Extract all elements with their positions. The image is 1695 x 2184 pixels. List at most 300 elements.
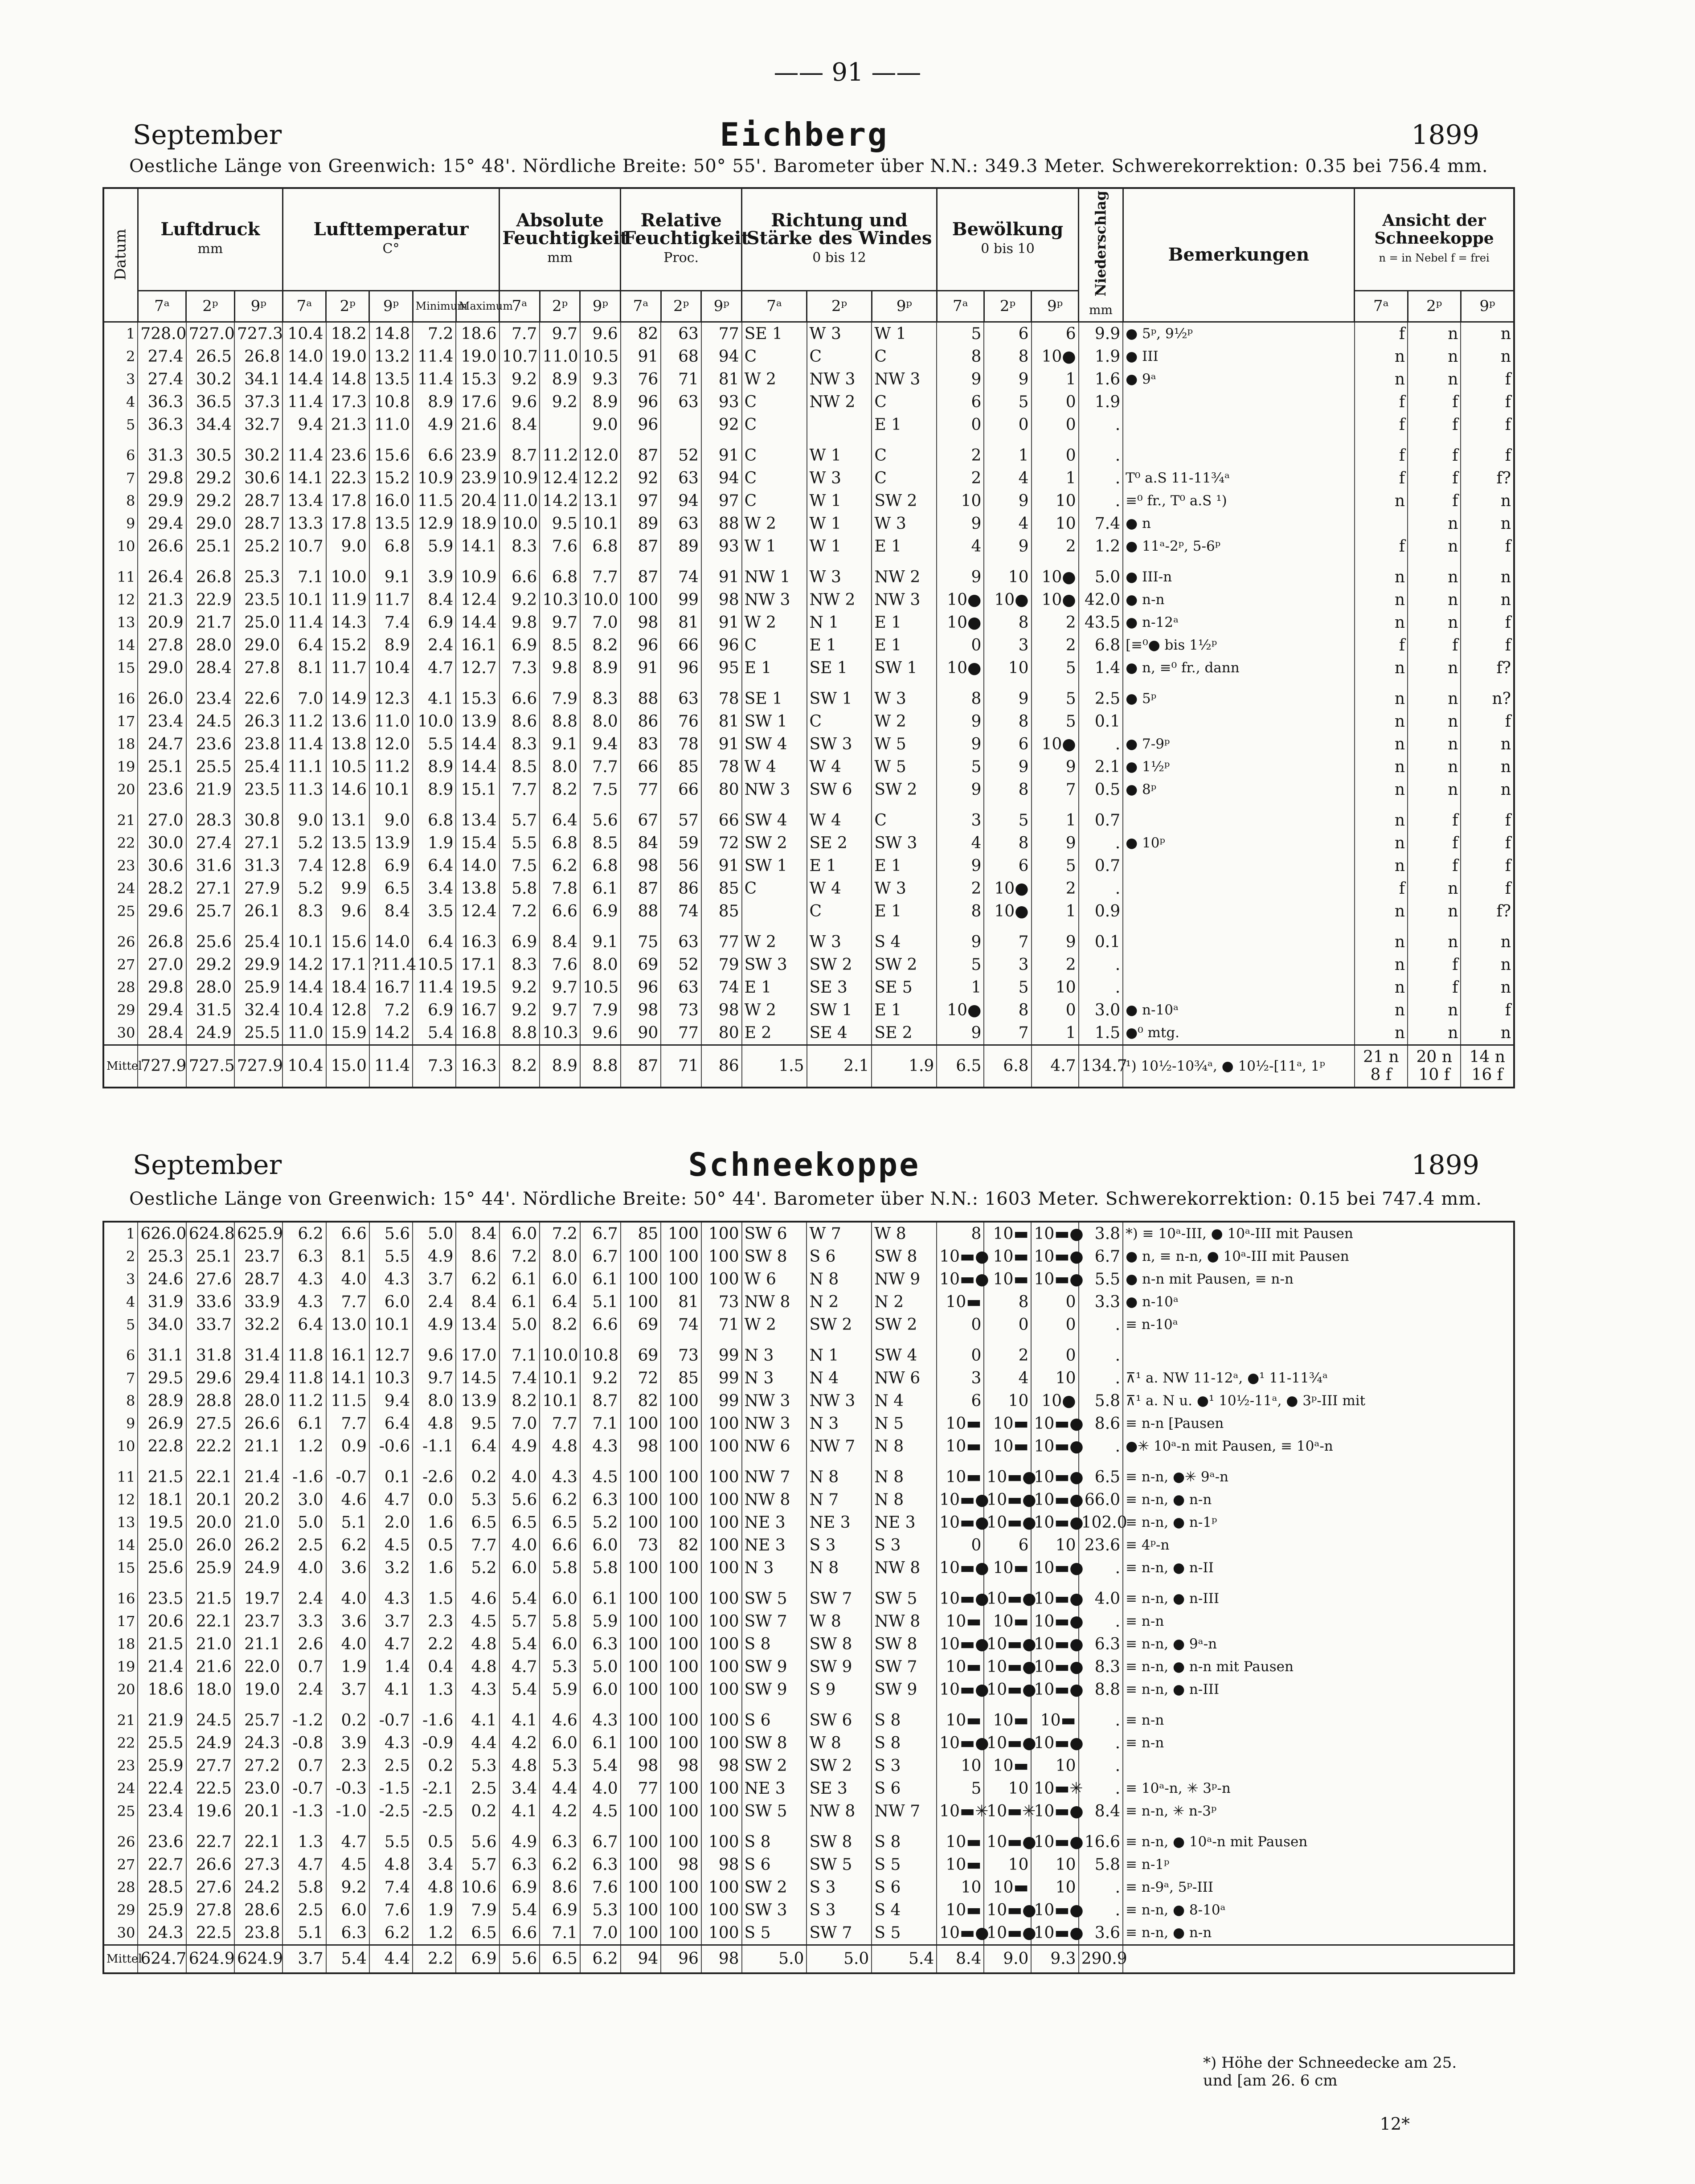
cell: 22.5 xyxy=(186,1922,234,1945)
cell: 100 xyxy=(621,1489,661,1511)
cell: f? xyxy=(1461,900,1514,923)
cell: f xyxy=(1408,436,1461,467)
cell: 10 xyxy=(1032,976,1079,999)
cell: NW 2 xyxy=(807,391,872,413)
cell: 2 xyxy=(1032,953,1079,976)
cell: f xyxy=(1408,832,1461,855)
cell: 4.0 xyxy=(326,1579,369,1610)
cell: 100 xyxy=(621,1291,661,1313)
cell: 17.8 xyxy=(326,490,369,512)
cell: 66 xyxy=(661,634,701,657)
cell: 0 xyxy=(1032,436,1079,467)
cell: E 1 xyxy=(742,657,807,679)
cell: 5 xyxy=(937,322,984,345)
cell: 21.4 xyxy=(234,1458,282,1489)
schneekoppe-year: 1899 xyxy=(1411,1149,1479,1181)
cell: 11.1 xyxy=(282,756,326,778)
cell: f xyxy=(1408,953,1461,976)
cell: n xyxy=(1355,710,1408,733)
cell: 29.9 xyxy=(138,490,186,512)
cell: 6.6 xyxy=(499,558,540,589)
cell: 28.5 xyxy=(138,1876,186,1899)
cell: 10 xyxy=(984,1390,1031,1412)
cell: 10.4 xyxy=(369,657,413,679)
cell: 4.9 xyxy=(413,1313,456,1336)
cell: 10 xyxy=(1031,1367,1078,1390)
mittel-cell: 624.9 xyxy=(234,1945,282,1974)
cell: 6.2 xyxy=(540,855,580,877)
cell xyxy=(1355,512,1408,535)
cell: 18.1 xyxy=(138,1489,186,1511)
cell: 27.2 xyxy=(234,1755,282,1777)
cell: SW 8 xyxy=(872,1633,937,1656)
cell: 16.6 xyxy=(1079,1823,1123,1853)
cell: 25.3 xyxy=(138,1245,186,1268)
cell: 10 xyxy=(117,537,135,555)
luftdruck-header: Luftdruck mm xyxy=(138,188,282,290)
cell: 14.8 xyxy=(369,322,413,345)
cell: 30.2 xyxy=(234,436,282,467)
cell: 85 xyxy=(661,756,701,778)
cell: 25.5 xyxy=(138,1732,186,1755)
cell: 7.6 xyxy=(580,1876,621,1899)
cell: -0.6 xyxy=(369,1435,413,1458)
cell: 10.1 xyxy=(369,1313,413,1336)
cell: 100 xyxy=(701,1245,742,1268)
cell: SW 4 xyxy=(872,1336,937,1367)
mittel-cell: 624.9 xyxy=(186,1945,234,1974)
cell: 10.5 xyxy=(413,953,456,976)
cell: 5.5 xyxy=(369,1823,413,1853)
cell: n? xyxy=(1461,679,1514,710)
cell: 5.8 xyxy=(499,877,540,900)
cell: 26.6 xyxy=(234,1412,282,1435)
cell: SE 5 xyxy=(872,976,937,999)
cell: 9.4 xyxy=(369,1390,413,1412)
cell: ≡ n-n, ● 10ᵃ-n mit Pausen xyxy=(1123,1823,1514,1853)
schneekoppe-header xyxy=(129,1146,1479,1185)
cell: 81 xyxy=(661,1291,701,1313)
table-row xyxy=(103,1899,1514,1922)
cell: SW 7 xyxy=(807,1922,872,1945)
cell: E 1 xyxy=(872,413,937,436)
cell: 23.7 xyxy=(234,1610,282,1633)
cell: . xyxy=(1079,1899,1123,1922)
cell: 5.5 xyxy=(369,1245,413,1268)
table-row xyxy=(103,611,1514,634)
cell: 12.8 xyxy=(326,999,369,1022)
cell: 82 xyxy=(621,1390,661,1412)
cell: SW 5 xyxy=(742,1579,807,1610)
cell: 22.2 xyxy=(186,1435,234,1458)
cell: 8 xyxy=(984,778,1031,801)
table-row xyxy=(103,1610,1514,1633)
cell: ≡ n-n, ● n-1ᵖ xyxy=(1123,1511,1514,1534)
cell: 4.1 xyxy=(413,679,456,710)
cell: 9 xyxy=(937,368,984,391)
cell: 56 xyxy=(661,855,701,877)
cell: n xyxy=(1355,976,1408,999)
cell: 18.9 xyxy=(456,512,499,535)
cell: 100 xyxy=(661,1876,701,1899)
cell: SW 3 xyxy=(742,953,807,976)
cell: 7.1 xyxy=(580,1412,621,1435)
cell: 25.3 xyxy=(234,558,282,589)
table-row xyxy=(103,1701,1514,1732)
cell: 8 xyxy=(937,679,984,710)
table-row xyxy=(103,1412,1514,1435)
table-row xyxy=(103,999,1514,1022)
cell: 8 xyxy=(984,710,1031,733)
mittel-cell: 8.8 xyxy=(580,1045,621,1088)
cell: 28.6 xyxy=(234,1899,282,1922)
cell: 12.9 xyxy=(413,512,456,535)
cell: 9.4 xyxy=(580,733,621,756)
cell: 20 xyxy=(117,781,135,798)
table-row xyxy=(103,801,1514,832)
cell: 5 xyxy=(984,391,1031,413)
cell: 13.6 xyxy=(326,710,369,733)
cell: 10 xyxy=(1031,1534,1078,1557)
cell: 24 xyxy=(117,879,135,897)
cell: 77 xyxy=(661,1022,701,1045)
cell: 6.0 xyxy=(540,1579,580,1610)
cell: SW 3 xyxy=(872,832,937,855)
cell: NW 8 xyxy=(872,1610,937,1633)
cell: 11.2 xyxy=(282,1390,326,1412)
cell: 4.3 xyxy=(282,1291,326,1313)
cell: 26.4 xyxy=(138,558,186,589)
cell: 10▬ xyxy=(984,1610,1031,1633)
table-row xyxy=(103,877,1514,900)
cell: N 3 xyxy=(742,1367,807,1390)
cell: 3.7 xyxy=(369,1610,413,1633)
mittel-cell: 5.0 xyxy=(742,1945,807,1974)
cell: 10.1 xyxy=(282,923,326,953)
cell: 2.4 xyxy=(282,1579,326,1610)
cell: f xyxy=(1355,413,1408,436)
cell: 8.3 xyxy=(499,733,540,756)
cell: 100 xyxy=(621,1876,661,1899)
cell: 91 xyxy=(701,436,742,467)
cell: 6.8 xyxy=(369,535,413,558)
cell: 5 xyxy=(937,756,984,778)
cell: 22.9 xyxy=(186,589,234,611)
cell: f xyxy=(1355,535,1408,558)
cell: 8.4 xyxy=(499,413,540,436)
cell: 69 xyxy=(621,1336,661,1367)
cell: 24.3 xyxy=(234,1732,282,1755)
cell: 100 xyxy=(661,1435,701,1458)
cell: 10 xyxy=(937,1876,984,1899)
cell: 27.5 xyxy=(186,1412,234,1435)
cell: 6.8 xyxy=(580,535,621,558)
cell: SW 1 xyxy=(872,657,937,679)
table-row xyxy=(103,1511,1514,1534)
cell: 92 xyxy=(701,413,742,436)
cell: n xyxy=(1355,778,1408,801)
cell: f xyxy=(1408,976,1461,999)
cell: ≡ n-n, ● n-n xyxy=(1123,1922,1514,1945)
cell: 6 xyxy=(984,855,1031,877)
cell: 8.8 xyxy=(540,710,580,733)
cell: 5.8 xyxy=(540,1557,580,1579)
cell: 91 xyxy=(701,855,742,877)
cell: 100 xyxy=(661,1245,701,1268)
cell: 22.1 xyxy=(234,1823,282,1853)
cell: 0 xyxy=(984,413,1031,436)
cell: 5.5 xyxy=(1079,1268,1123,1291)
cell: 100 xyxy=(621,1245,661,1268)
cell: 28.9 xyxy=(138,1390,186,1412)
cell: 100 xyxy=(701,1579,742,1610)
cell: 3.4 xyxy=(413,877,456,900)
cell: 85 xyxy=(701,877,742,900)
cell: NW 8 xyxy=(807,1800,872,1823)
cell: SW 5 xyxy=(807,1853,872,1876)
cell: 100 xyxy=(621,1823,661,1853)
cell: 15.9 xyxy=(326,1022,369,1045)
cell: 10▬● xyxy=(984,1678,1031,1701)
cell: 88 xyxy=(701,512,742,535)
cell: 23.9 xyxy=(456,467,499,490)
cell: 1 xyxy=(1032,467,1079,490)
cell: 0 xyxy=(937,1313,984,1336)
eichberg-info: Oestliche Länge von Greenwich: 15° 48'. Nördliche Breite: 50° 55'. Barometer über N.N.: 349.3 Meter. Schwerekorrektion: 0.35 bei 756.4 mm. xyxy=(129,156,1488,176)
cell: 19.0 xyxy=(456,345,499,368)
cell: 29.4 xyxy=(138,512,186,535)
cell: . xyxy=(1079,1367,1123,1390)
cell: 16.0 xyxy=(369,490,413,512)
cell: 6.2 xyxy=(540,1489,580,1511)
cell: 10.4 xyxy=(282,999,326,1022)
cell: 8.0 xyxy=(580,953,621,976)
cell: ● 11ᵃ-2ᵖ, 5-6ᵖ xyxy=(1123,535,1355,558)
cell: 11.4 xyxy=(413,976,456,999)
page-number: —— 91 —— xyxy=(774,58,921,87)
cell: 10.3 xyxy=(540,589,580,611)
cell: 5.1 xyxy=(580,1291,621,1313)
cell: n xyxy=(1355,923,1408,953)
cell: f xyxy=(1408,634,1461,657)
cell: 5.8 xyxy=(1079,1853,1123,1876)
cell: 10.8 xyxy=(580,1336,621,1367)
cell: 24.9 xyxy=(186,1732,234,1755)
cell: 6.2 xyxy=(456,1268,499,1291)
cell: 10▬ xyxy=(937,1291,984,1313)
cell: 29.2 xyxy=(186,490,234,512)
eichberg-rows xyxy=(103,322,1514,1088)
cell: 29.9 xyxy=(234,953,282,976)
cell: 10▬● xyxy=(1031,1732,1078,1755)
cell: 4.2 xyxy=(499,1732,540,1755)
cell: n xyxy=(1355,855,1408,877)
cell: E 1 xyxy=(872,999,937,1022)
cell: E 1 xyxy=(872,535,937,558)
cell: 2.5 xyxy=(1079,679,1123,710)
cell: ● n, ≡⁰ fr., dann xyxy=(1123,657,1355,679)
cell: 100 xyxy=(701,1633,742,1656)
cell: W 2 xyxy=(742,512,807,535)
cell: SE 1 xyxy=(742,679,807,710)
table-row xyxy=(103,657,1514,679)
eichberg-table xyxy=(102,187,1515,1088)
cell: W 2 xyxy=(742,923,807,953)
cell: 6.9 xyxy=(499,634,540,657)
cell: 25 xyxy=(117,902,135,920)
cell: 18.2 xyxy=(326,322,369,345)
cell: 7.2 xyxy=(499,1245,540,1268)
cell: NW 6 xyxy=(742,1435,807,1458)
cell: 10▬● xyxy=(984,1489,1031,1511)
cell: . xyxy=(1079,436,1123,467)
cell: 28 xyxy=(117,978,135,996)
cell: N 3 xyxy=(807,1412,872,1435)
cell: 5.9 xyxy=(413,535,456,558)
cell: 5.2 xyxy=(580,1511,621,1534)
cell: 93 xyxy=(701,391,742,413)
cell: 27.4 xyxy=(138,345,186,368)
cell: 13 xyxy=(117,613,135,631)
cell: n xyxy=(1355,999,1408,1022)
cell: SW 9 xyxy=(807,1656,872,1678)
cell: 78 xyxy=(701,756,742,778)
cell: 11.2 xyxy=(369,756,413,778)
cell: 10● xyxy=(937,589,984,611)
cell: 99 xyxy=(661,589,701,611)
schneekoppe-station: Schneekoppe xyxy=(688,1146,921,1183)
cell: 9 xyxy=(984,756,1031,778)
cell: 3 xyxy=(126,1271,135,1288)
cell: 4 xyxy=(984,467,1031,490)
cell: 14.2 xyxy=(282,953,326,976)
cell: 11.2 xyxy=(282,710,326,733)
cell: ≡ n-n, ● 9ᵃ-n xyxy=(1123,1633,1514,1656)
table-row xyxy=(103,923,1514,953)
cell: 76 xyxy=(661,710,701,733)
cell: 728.0 xyxy=(138,322,186,345)
table-row xyxy=(103,1823,1514,1853)
cell: SE 2 xyxy=(872,1022,937,1045)
cell: 8.4 xyxy=(413,589,456,611)
cell: 31.9 xyxy=(138,1291,186,1313)
cell: f xyxy=(1461,855,1514,877)
cell: 8.7 xyxy=(580,1390,621,1412)
cell: C xyxy=(742,877,807,900)
cell: 1 xyxy=(984,436,1031,467)
cell: SW 1 xyxy=(742,710,807,733)
cell: W 1 xyxy=(807,490,872,512)
cell: 5 xyxy=(126,416,135,433)
cell: 16.7 xyxy=(369,976,413,999)
table-row xyxy=(103,512,1514,535)
cell: SW 2 xyxy=(807,1313,872,1336)
cell: n xyxy=(1408,512,1461,535)
cell: 26.6 xyxy=(138,535,186,558)
cell: ≡ n-9ᵃ, 5ᵖ-III xyxy=(1123,1876,1514,1899)
cell: 10.1 xyxy=(540,1390,580,1412)
cell: ● 5ᵖ, 9½ᵖ xyxy=(1123,322,1355,345)
cell: 10▬● xyxy=(1031,1412,1078,1435)
table-row xyxy=(103,490,1514,512)
cell: 100 xyxy=(661,1678,701,1701)
cell: 9.6 xyxy=(580,322,621,345)
cell: E 2 xyxy=(742,1022,807,1045)
cell: SE 2 xyxy=(807,832,872,855)
cell: 8.3 xyxy=(499,535,540,558)
cell: 3.4 xyxy=(499,1777,540,1800)
cell: 3.9 xyxy=(326,1732,369,1755)
table-row xyxy=(103,634,1514,657)
cell: 14.8 xyxy=(326,368,369,391)
cell: 1 xyxy=(1032,801,1079,832)
cell: 9.7 xyxy=(540,322,580,345)
cell: 5 xyxy=(126,1316,135,1333)
cell: 7.9 xyxy=(540,679,580,710)
cell: -0.3 xyxy=(326,1777,369,1800)
cell: 84 xyxy=(621,832,661,855)
cell: W 1 xyxy=(807,512,872,535)
cell: 17.0 xyxy=(456,1336,499,1367)
cell: n xyxy=(1355,558,1408,589)
cell: 4.8 xyxy=(369,1853,413,1876)
cell: 19.5 xyxy=(138,1511,186,1534)
cell: f xyxy=(1355,634,1408,657)
cell: S 3 xyxy=(872,1534,937,1557)
cell: 3.3 xyxy=(282,1610,326,1633)
cell: 21.5 xyxy=(138,1458,186,1489)
cell: *) ≡ 10ᵃ-III, ● 10ᵃ-III mit Pausen xyxy=(1123,1222,1514,1245)
cell: 23.5 xyxy=(234,589,282,611)
cell: f xyxy=(1461,368,1514,391)
eichberg-month: September xyxy=(133,119,282,151)
mittel-cell: 86 xyxy=(701,1045,742,1088)
table-row xyxy=(103,1458,1514,1489)
cell: 100 xyxy=(621,1458,661,1489)
cell: SW 6 xyxy=(807,778,872,801)
cell: C xyxy=(742,413,807,436)
cell: 28.2 xyxy=(138,877,186,900)
cell: 6.5 xyxy=(540,1511,580,1534)
mittel-cell: 16.3 xyxy=(456,1045,499,1088)
cell: 63 xyxy=(661,923,701,953)
cell: 24.3 xyxy=(138,1922,186,1945)
cell: S 8 xyxy=(872,1732,937,1755)
cell: 8.5 xyxy=(580,832,621,855)
cell: 23.6 xyxy=(138,778,186,801)
mittel-cell xyxy=(1123,1945,1514,1974)
cell: 6.4 xyxy=(369,1412,413,1435)
cell: 10● xyxy=(1032,558,1079,589)
cell: 10▬● xyxy=(937,1557,984,1579)
cell: 4.5 xyxy=(580,1800,621,1823)
cell: 8.9 xyxy=(413,756,456,778)
cell: 9.9 xyxy=(1079,322,1123,345)
cell: 11.7 xyxy=(326,657,369,679)
cell: 28 xyxy=(117,1879,135,1896)
mittel-cell: 727.9 xyxy=(138,1045,186,1088)
cell: 12.7 xyxy=(369,1336,413,1367)
table-row xyxy=(103,1732,1514,1755)
cell: n xyxy=(1408,322,1461,345)
cell: 14.4 xyxy=(282,368,326,391)
cell: W 2 xyxy=(872,710,937,733)
cell: 10▬ xyxy=(937,1899,984,1922)
cell: n xyxy=(1408,900,1461,923)
cell: 100 xyxy=(621,1268,661,1291)
cell: NW 3 xyxy=(742,1412,807,1435)
cell: n xyxy=(1355,657,1408,679)
